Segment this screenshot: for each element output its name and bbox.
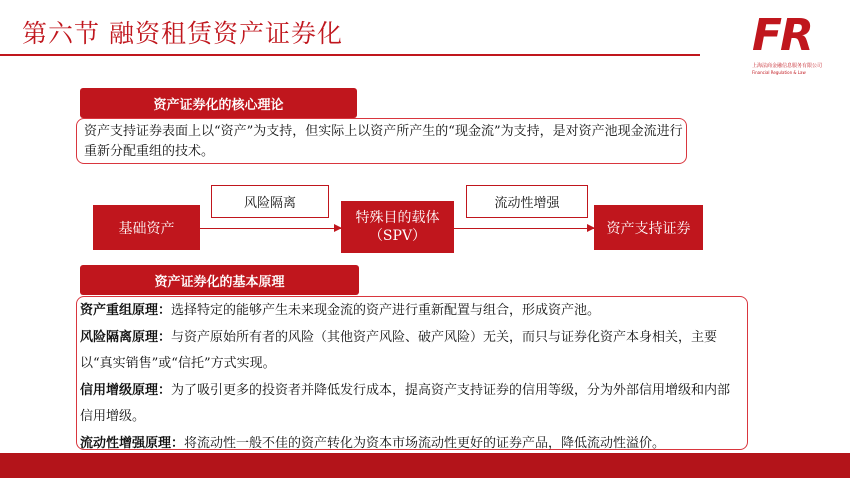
principle-item: [80, 298, 740, 325]
page-title: 第六节 融资租赁资产证券化: [22, 19, 343, 48]
flow-target-box: 资产支持证券: [594, 205, 703, 250]
flow-spv-title: 特殊目的载体: [355, 210, 440, 226]
flow-spv-abbr: （SPV）: [368, 228, 427, 244]
core-theory-heading: 资产证券化的核心理论: [80, 88, 357, 118]
principle-term: 信用增级原理：: [80, 382, 172, 398]
footer-bar: [0, 453, 850, 478]
principle-desc: 与资产原始所有者的风险（其他资产风险、破产风险）无关，而只与证券化资产本身相关，主要以“真实销售”或“信托”方式实现。: [80, 329, 718, 371]
logo-company-name: 上海法商金融信息服务有限公司: [752, 63, 823, 69]
flow-spv-box: [341, 201, 454, 253]
principle-term: 风险隔离原理：: [80, 329, 172, 345]
principle-term: 资产重组原理：: [80, 303, 172, 318]
principle-desc: 选择特定的能够产生未来现金流的资产进行重新配置与组合，形成资产池。: [171, 303, 601, 318]
basic-principles-heading: 资产证券化的基本原理: [80, 265, 359, 295]
flow-arrow-2: [454, 228, 594, 229]
principle-item: [80, 378, 740, 431]
core-theory-text: 资产支持证券表面上以“资产”为支持，但实际上以资产所产生的“现金流”为支持，是对资产池现金流进行重新分配重组的技术。: [84, 124, 683, 159]
title-divider: [0, 54, 700, 56]
logo-company-name-en: Financial Regulation & Law: [752, 70, 806, 75]
flow-liquidity-label: 流动性增强: [466, 185, 588, 218]
company-logo: [752, 10, 832, 75]
flow-source-box: 基础资产: [93, 205, 200, 250]
flow-risk-isolation-label: 风险隔离: [211, 185, 329, 218]
principle-desc: 将流动性一般不佳的资产转化为资本市场流动性更好的证券产品，降低流动性溢价。: [184, 435, 666, 451]
principle-term: 流动性增强原理：: [80, 435, 185, 451]
principle-desc: 为了吸引更多的投资者并降低发行成本，提高资产支持证券的信用等级，分为外部信用增级和内部信用增级。: [80, 382, 731, 424]
principle-item: [80, 325, 740, 378]
flow-arrow-1: [200, 228, 341, 229]
logo-mark: FR: [752, 10, 812, 61]
principles-list: [80, 298, 740, 457]
